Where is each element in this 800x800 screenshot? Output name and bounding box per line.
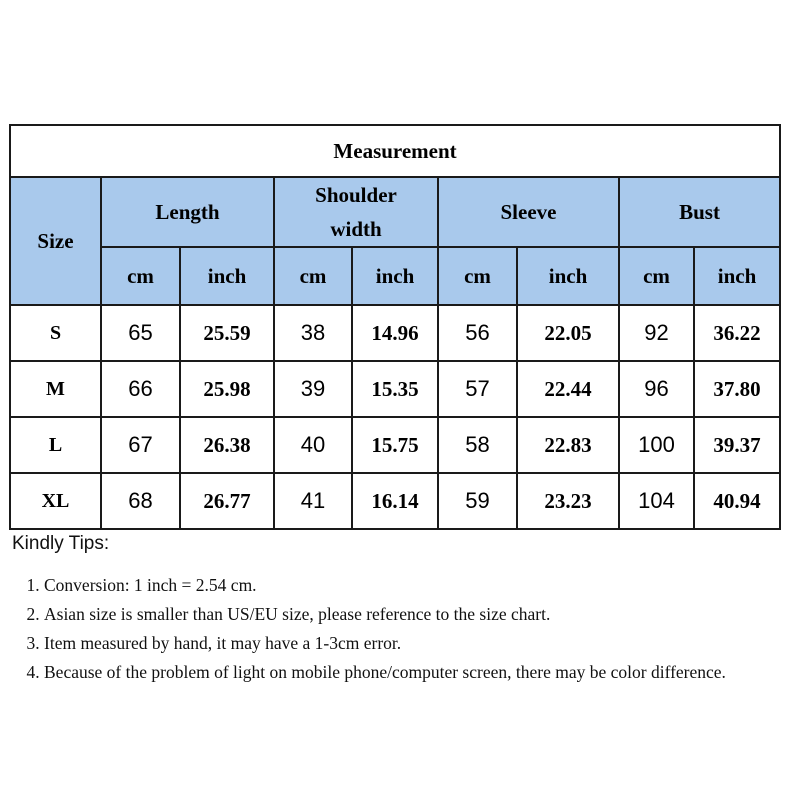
sleeve-inch-cell: 23.23 (517, 473, 619, 529)
length-cm-cell: 66 (101, 361, 180, 417)
bust-cm-cell: 96 (619, 361, 694, 417)
shoulder-inch-cell: 15.35 (352, 361, 438, 417)
list-item: 2. Asian size is smaller than US/EU size, please reference to the size chart. (44, 600, 792, 629)
tips-list (12, 571, 792, 687)
bust-cm-cell: 104 (619, 473, 694, 529)
size-label: S (10, 305, 101, 361)
bust-inch-cell: 40.94 (694, 473, 780, 529)
shoulder-width-header: Shoulder width (274, 177, 438, 247)
length-inch-cell: 25.98 (180, 361, 274, 417)
table-title-row (10, 125, 780, 177)
table-row (10, 305, 780, 361)
sleeve-inch-cell: 22.83 (517, 417, 619, 473)
sleeve-cm-cell: 59 (438, 473, 517, 529)
group-header-row (10, 177, 780, 247)
size-label: L (10, 417, 101, 473)
sleeve-inch-cell: 22.44 (517, 361, 619, 417)
length-cm-cell: 65 (101, 305, 180, 361)
shoulder-cm-cell: 41 (274, 473, 352, 529)
size-column-header: Size (10, 177, 101, 305)
shoulder-inch-cell: 16.14 (352, 473, 438, 529)
unit-header-row (10, 247, 780, 305)
sleeve-cm-cell: 58 (438, 417, 517, 473)
length-cm-cell: 68 (101, 473, 180, 529)
shoulder-cm-cell: 39 (274, 361, 352, 417)
list-item: 3. Item measured by hand, it may have a 1-3cm error. (44, 629, 792, 658)
bust-cm-cell: 92 (619, 305, 694, 361)
bust-header: Bust (619, 177, 780, 247)
unit-inch-header: inch (180, 247, 274, 305)
shoulder-inch-cell: 14.96 (352, 305, 438, 361)
tips-title: Kindly Tips: (12, 533, 110, 554)
length-inch-cell: 26.77 (180, 473, 274, 529)
table-row (10, 417, 780, 473)
unit-inch-header: inch (352, 247, 438, 305)
bust-cm-cell: 100 (619, 417, 694, 473)
sleeve-cm-cell: 57 (438, 361, 517, 417)
list-item: 4. Because of the problem of light on mobile phone/computer screen, there may be color difference. (44, 658, 792, 687)
table-row (10, 473, 780, 529)
sleeve-header: Sleeve (438, 177, 619, 247)
unit-cm-header: cm (438, 247, 517, 305)
shoulder-inch-cell: 15.75 (352, 417, 438, 473)
shoulder-cm-cell: 40 (274, 417, 352, 473)
size-chart-table (9, 124, 781, 530)
length-cm-cell: 67 (101, 417, 180, 473)
unit-cm-header: cm (101, 247, 180, 305)
unit-inch-header: inch (694, 247, 780, 305)
sleeve-cm-cell: 56 (438, 305, 517, 361)
kindly-tips (12, 533, 792, 687)
table-row (10, 361, 780, 417)
bust-inch-cell: 39.37 (694, 417, 780, 473)
length-inch-cell: 25.59 (180, 305, 274, 361)
length-inch-cell: 26.38 (180, 417, 274, 473)
bust-inch-cell: 37.80 (694, 361, 780, 417)
length-header: Length (101, 177, 274, 247)
size-label: M (10, 361, 101, 417)
table-title: Measurement (10, 125, 780, 177)
sleeve-inch-cell: 22.05 (517, 305, 619, 361)
shoulder-cm-cell: 38 (274, 305, 352, 361)
unit-cm-header: cm (274, 247, 352, 305)
list-item: 1. Conversion: 1 inch = 2.54 cm. (44, 571, 792, 600)
unit-cm-header: cm (619, 247, 694, 305)
unit-inch-header: inch (517, 247, 619, 305)
bust-inch-cell: 36.22 (694, 305, 780, 361)
size-label: XL (10, 473, 101, 529)
